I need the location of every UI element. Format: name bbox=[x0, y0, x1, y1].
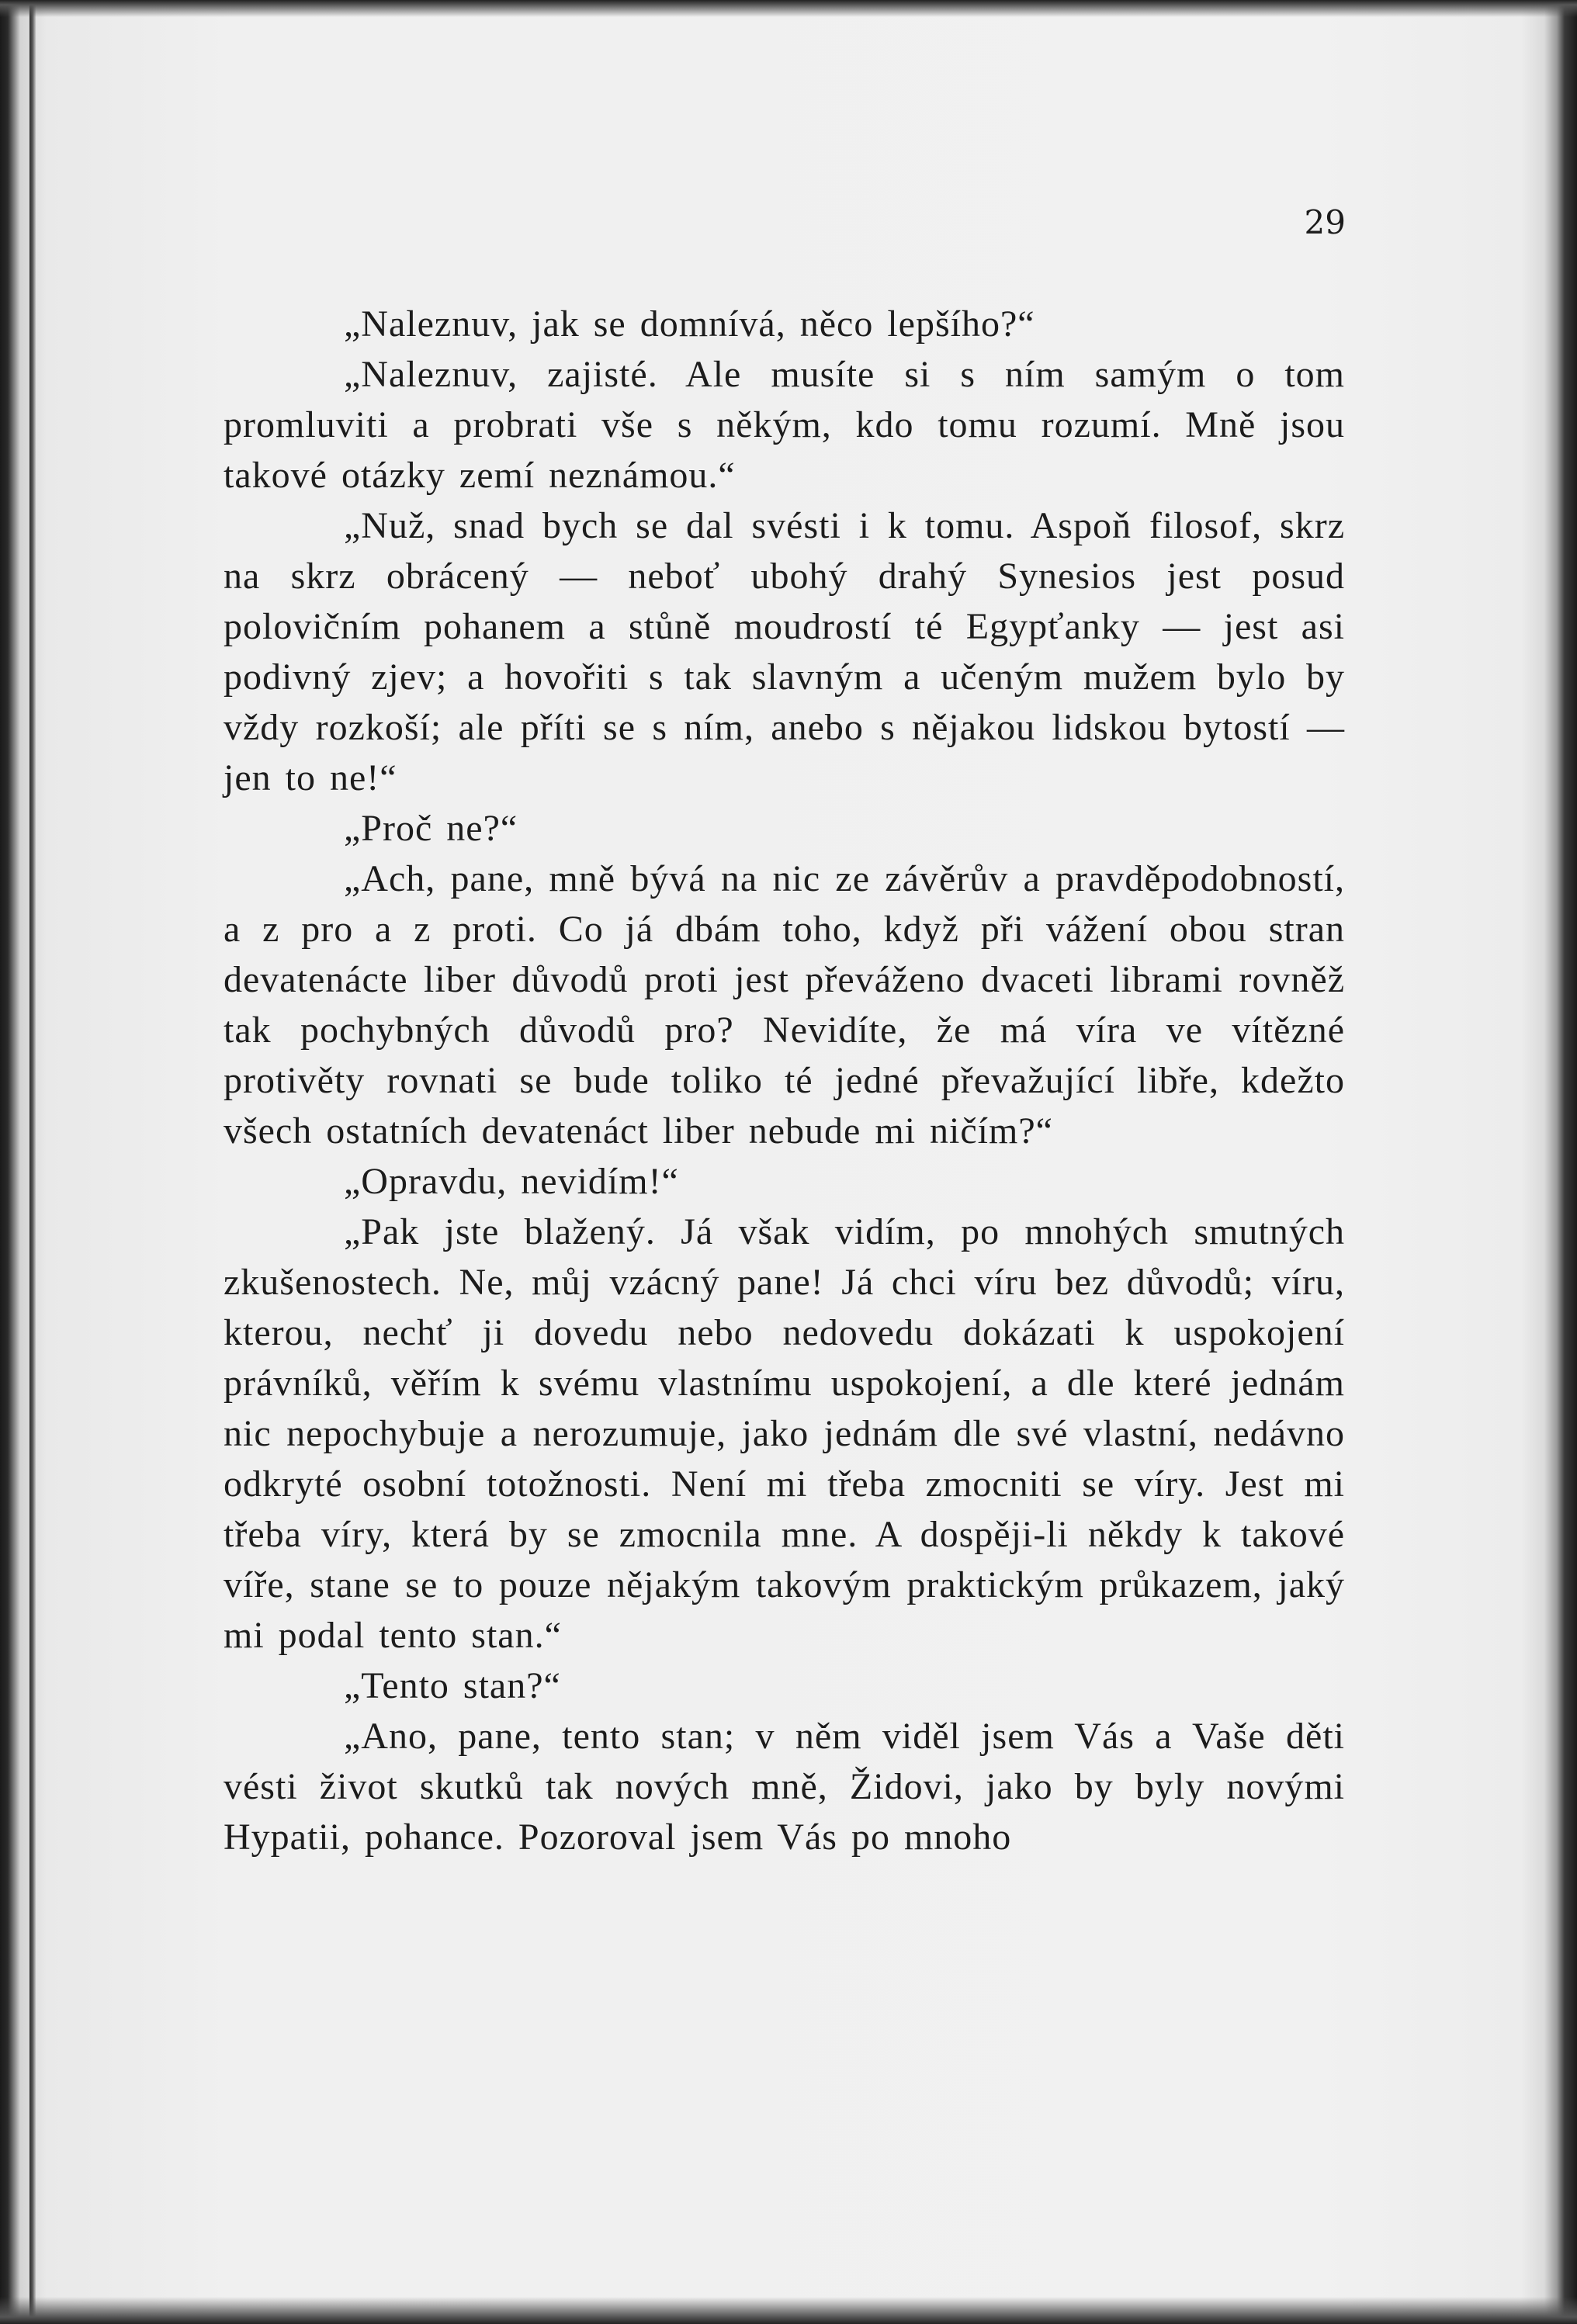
paragraph: „Ach, pane, mně bývá na nic ze závěrův a pravděpodobností, a z pro a z proti. Co já dbám toho, když při vážení obou stran devatenácte liber důvodů proti jest převáženo dvaceti librami rovněž tak pochybných důvodů pro? Nevidíte, že má víra ve vítězné protivěty rovnati se bude toliko té jedné převažující libře, kdežto všech ostatních devatenáct liber nebude mi ničím?“ bbox=[224, 858, 1345, 1152]
top-scan-shadow bbox=[0, 0, 1577, 17]
paragraph: „Naleznuv, jak se domnívá, něco lepšího?“ bbox=[344, 303, 1035, 345]
paragraph: „Opravdu, nevidím!“ bbox=[344, 1161, 679, 1202]
page-body-text bbox=[224, 299, 1345, 1862]
paragraph: „Proč ne?“ bbox=[344, 808, 518, 849]
book-spine-edge bbox=[29, 0, 36, 2324]
paragraph: „Tento stan?“ bbox=[344, 1665, 561, 1706]
paragraph: „Pak jste blažený. Já však vidím, po mnohých smutných zkušenostech. Ne, můj vzácný pane! Já chci víru bez důvodů; víru, kterou, nechť ji dovedu nebo nedovedu dokázati k uspokojení právníků, věřím k svému vlastnímu uspokojení, a dle které jednám nic nepochybuje a nerozumuje, jako jednám dle své vlastní, nedávno odkryté osobní totožnosti. Není mi třeba zmocniti se víry. Jest mi třeba víry, která by se zmocnila mne. A dospěji-li někdy k takové víře, stane se to pouze nějakým takovým praktickým průkazem, jaký mi podal tento stan.“ bbox=[224, 1211, 1345, 1656]
page-number: 29 bbox=[1304, 203, 1346, 241]
bottom-scan-shadow bbox=[0, 2297, 1577, 2324]
paragraph: „Naleznuv, zajisté. Ale musíte si s ním samým o tom promluviti a probrati vše s někým, kdo tomu rozumí. Mně jsou takové otázky zemí neznámou.“ bbox=[224, 354, 1345, 496]
paragraph: „Nuž, snad bych se dal svésti i k tomu. Aspoň filosof, skrz na skrz obrácený — neboť ubohý drahý Synesios jest posud polovičním pohanem a stůně moudrostí té Egypťanky — jest asi podivný zjev; a hovořiti s tak slavným a učeným mužem bylo by vždy rozkoší; ale příti se s ním, anebo s nějakou lidskou bytostí — jen to ne!“ bbox=[224, 505, 1345, 798]
paragraph: „Ano, pane, tento stan; v něm viděl jsem Vás a Vaše děti vésti život skutků tak nových mně, Židovi, jako by byly novými Hypatii, pohance. Pozoroval jsem Vás po mnoho bbox=[224, 1716, 1345, 1858]
